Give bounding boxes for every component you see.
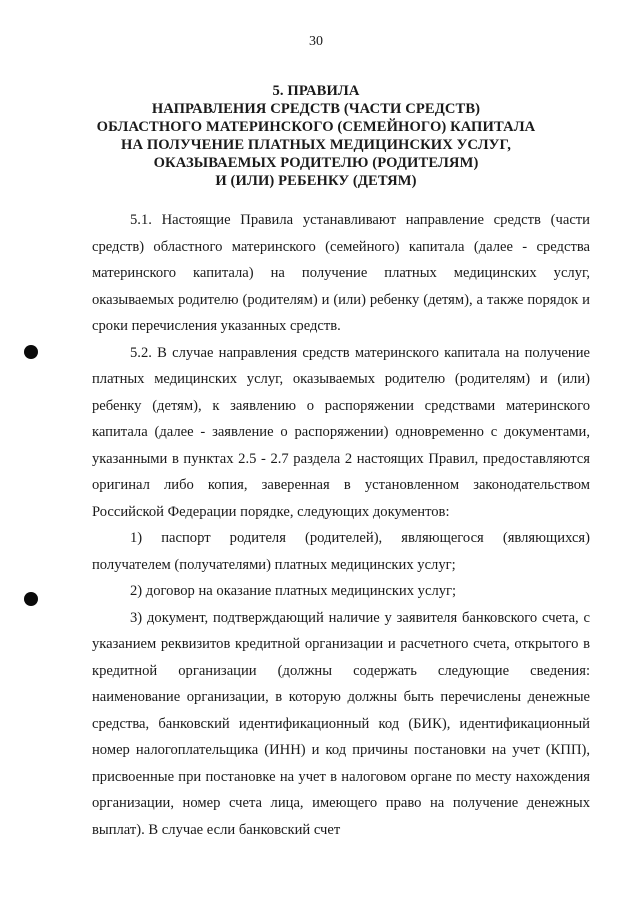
list-item-2: 2) договор на оказание платных медицинских услуг; — [130, 583, 457, 599]
list-item-3: 3) документ, подтверждающий наличие у заявителя банковского счета, с указанием реквизитов кредитной организации и расчетного счета, открытого в кредитной организации (должны содержать следующие сведения: наименование организации, в которую должны быть перечислены денежные средства, банковский идентификационный код (БИК), идентификационный номер налогоплательщика (ИНН) и код причины постановки на учет (КПП), присвоенные при постановке на учет в налоговом органе по месту нахождения организации, номер счета лица, имеющего право на получение денежных выплат). В случае если банковский счет — [92, 609, 590, 838]
title-line: НАПРАВЛЕНИЯ СРЕДСТВ (ЧАСТИ СРЕДСТВ) — [151, 101, 481, 117]
page-number: 30 — [309, 34, 323, 49]
paragraph-5-2: 5.2. В случае направления средств материнского капитала на получение платных медицинских услуг, оказываемых родителю (родителям) и (или) ребенку (детям), к заявлению о распоряжении средствами материнского капитала (далее - заявление о распоряжении) одновременно с документами, указанными в пунктах 2.5 - 2.7 раздела 2 настоящих Правил, предоставляются оригинал либо копия, заверенная в установленном законодательством Российской Федерации порядке, следующих документов: — [92, 344, 590, 520]
title-line: НА ПОЛУЧЕНИЕ ПЛАТНЫХ МЕДИЦИНСКИХ УСЛУГ, — [121, 137, 511, 153]
punch-hole — [24, 345, 38, 359]
title-line: И (ИЛИ) РЕБЕНКУ (ДЕТЯМ) — [215, 173, 417, 189]
section-title — [0, 82, 632, 190]
paragraph-5-1: 5.1. Настоящие Правила устанавливают направление средств (части средств) областного материнского (семейного) капитала (далее - средства материнского капитала) на получение платных медицинских услуг, оказываемых родителю (родителям) и (или) ребенку (детям), а также порядок и сроки перечисления указанных средств. — [92, 212, 590, 334]
title-line: 5. ПРАВИЛА — [272, 83, 360, 99]
title-line: ОБЛАСТНОГО МАТЕРИНСКОГО (СЕМЕЙНОГО) КАПИТАЛА — [96, 119, 536, 135]
list-item-1: 1) паспорт родителя (родителей), являющегося (являющихся) получателем (получателями) платных медицинских услуг; — [92, 530, 590, 573]
punch-hole — [24, 592, 38, 606]
title-line: ОКАЗЫВАЕМЫХ РОДИТЕЛЮ (РОДИТЕЛЯМ) — [153, 155, 479, 171]
document-body — [92, 207, 590, 843]
